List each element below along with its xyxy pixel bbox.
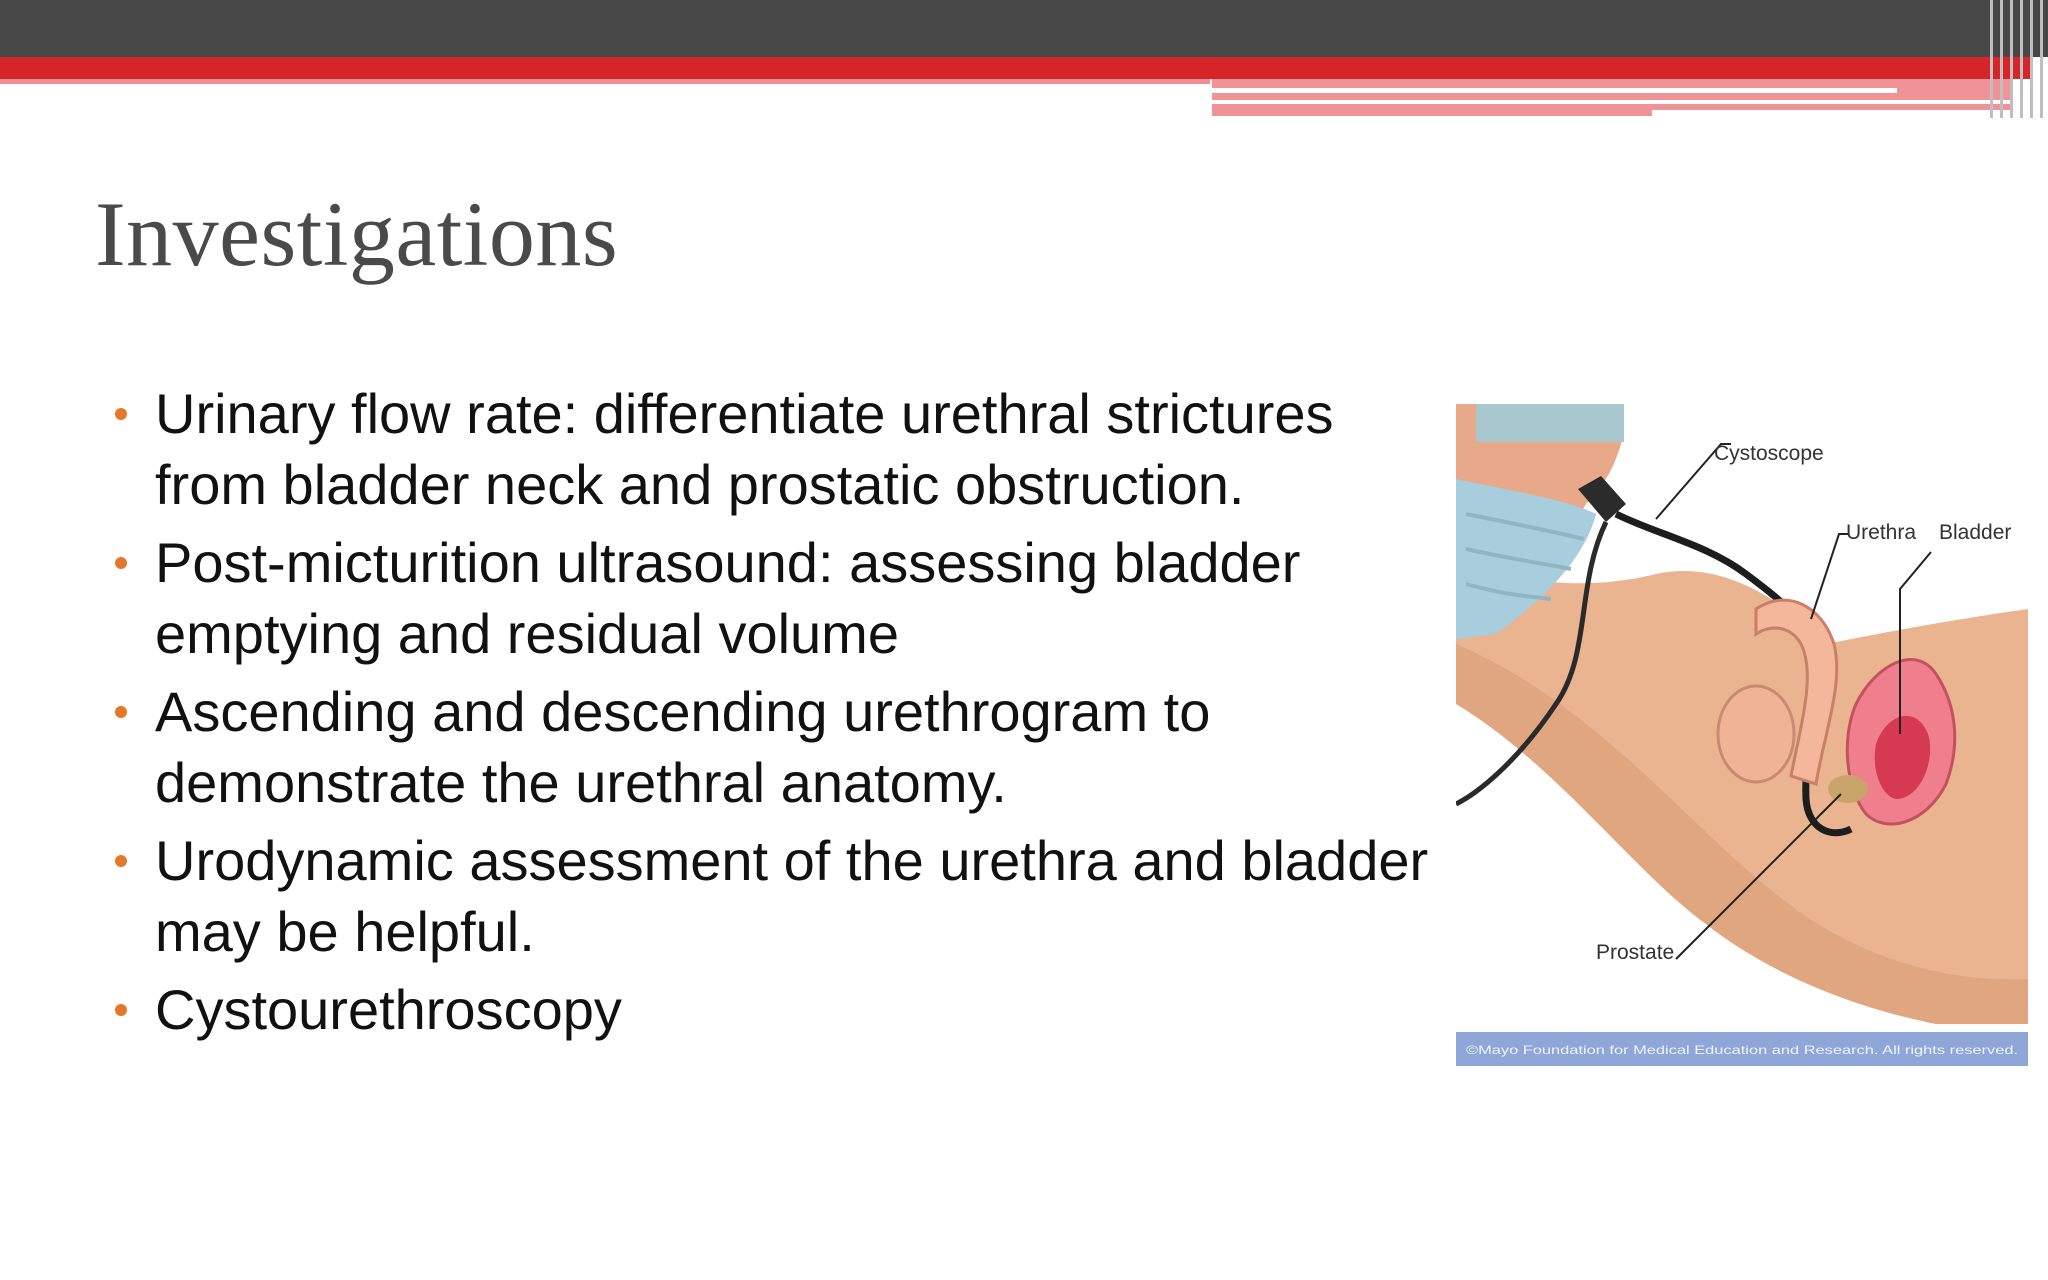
bullet-text: Post-micturition ultrasound: assessing bladder emptying and residual volume — [155, 531, 1301, 665]
bullet-text: Urinary flow rate: differentiate urethral strictures from bladder neck and prostatic obstruction. — [155, 382, 1334, 516]
header-white-line-3 — [1652, 110, 2012, 116]
label-bladder: Bladder — [1939, 521, 2012, 544]
bullet-dot — [115, 1004, 127, 1016]
label-urethra: Urethra — [1846, 521, 1917, 544]
copyright-caption: ©Mayo Foundation for Medical Education and Research. All rights reserved. — [1466, 1043, 2018, 1057]
bullet-dot — [115, 557, 127, 569]
header-white-line-1 — [1212, 88, 1897, 93]
bullet-item — [115, 378, 1445, 520]
header-pink-stripe — [0, 79, 1210, 84]
testicle — [1718, 686, 1794, 782]
bullet-item — [115, 825, 1445, 967]
bullet-item — [115, 974, 1445, 1045]
bullet-text: Ascending and descending urethrogram to demonstrate the urethral anatomy. — [155, 680, 1211, 814]
bullet-list — [115, 378, 1445, 1052]
label-cystoscope: Cystoscope — [1714, 442, 1824, 465]
bullet-dot — [115, 408, 127, 420]
bullet-text: Urodynamic assessment of the urethra and bladder may be helpful. — [155, 829, 1429, 963]
header-white-line-2 — [1212, 100, 2012, 104]
header-dark-band — [0, 0, 2048, 57]
header-red-band — [0, 57, 2030, 79]
cystoscopy-illustration — [1456, 404, 2028, 1066]
header-vertical-rules — [1986, 0, 2048, 118]
bullet-dot — [115, 855, 127, 867]
slide-title: Investigations — [95, 183, 619, 285]
bullet-item — [115, 676, 1445, 818]
surgeon-cap — [1476, 404, 1624, 442]
bullet-item — [115, 527, 1445, 669]
bullet-text: Cystourethroscopy — [155, 978, 622, 1041]
prostate-gland — [1828, 775, 1868, 803]
label-prostate: Prostate — [1596, 941, 1675, 964]
bullet-dot — [115, 706, 127, 718]
